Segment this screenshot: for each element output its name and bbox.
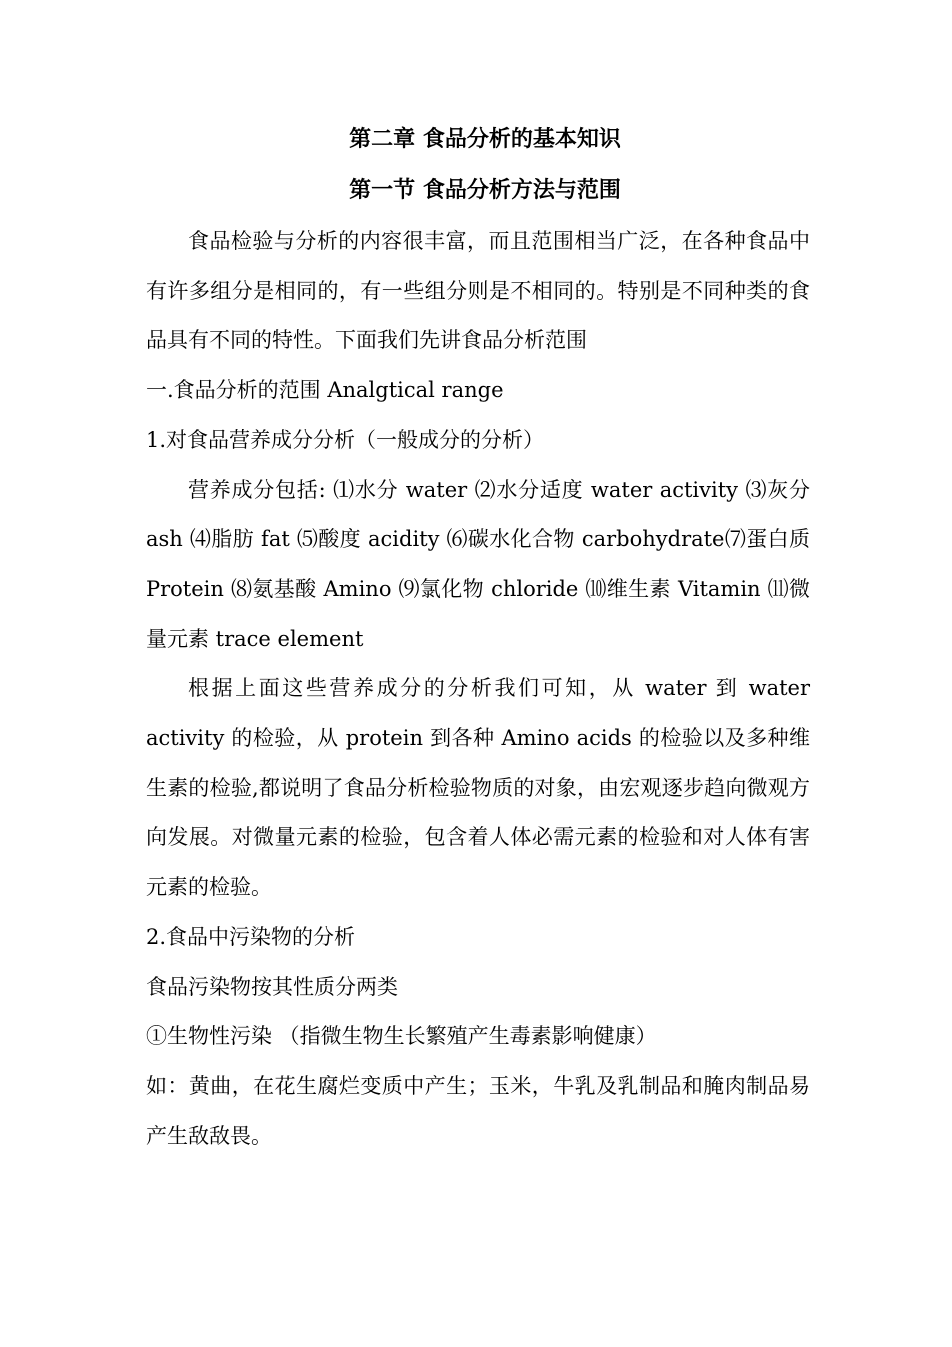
intro-paragraph: 食品检验与分析的内容很丰富，而且范围相当广泛，在各种食品中有许多组分是相同的，有一些组分则是不相同的。特别是不同种类的食品具有不同的特性。下面我们先讲食品分析范围 [146, 229, 810, 353]
example-paragraph: 如：黄曲，在花生腐烂变质中产生；玉米，牛乳及乳制品和腌肉制品易产生敌敌畏。 [146, 1073, 810, 1148]
chapter-title: 第二章 食品分析的基本知识 [349, 126, 621, 152]
item-pollutant-analysis: 2.食品中污染物的分析 [146, 924, 356, 949]
nutrients-paragraph: 营养成分包括: ⑴水分 water ⑵水分适度 water activity ⑶灰分 ash ⑷脂肪 fat ⑸酸度 acidity ⑹碳水化合物 carbohydrate⑺蛋白质 Protein ⑻氨基酸 Amino ⑼氯化物 chloride ⑽维生素 Vitamin ⑾微量元素 trace element [146, 477, 810, 651]
item-nutrient-analysis: 1.对食品营养成分分析（一般成分的分析） [146, 427, 545, 452]
document-page [146, 120, 810, 1161]
bio-pollution-line: ①生物性污染 （指微生物生长繁殖产生毒素影响健康） [146, 1024, 657, 1049]
section-title: 第一节 食品分析方法与范围 [349, 177, 621, 203]
pollutant-types-line: 食品污染物按其性质分两类 [146, 974, 398, 999]
heading-analysis-range: 一.食品分析的范围 Analgtical range [146, 378, 504, 403]
analysis-paragraph: 根据上面这些营养成分的分析我们可知，从 water 到 water activity 的检验，从 protein 到各种 Amino acids 的检验以及多种维生素的检验,都说明了食品分析检验物质的对象，由宏观逐步趋向微观方向发展。对微量元素的检验，包含着人体必需元素的检验和对人体有害元素的检验。 [146, 676, 810, 900]
